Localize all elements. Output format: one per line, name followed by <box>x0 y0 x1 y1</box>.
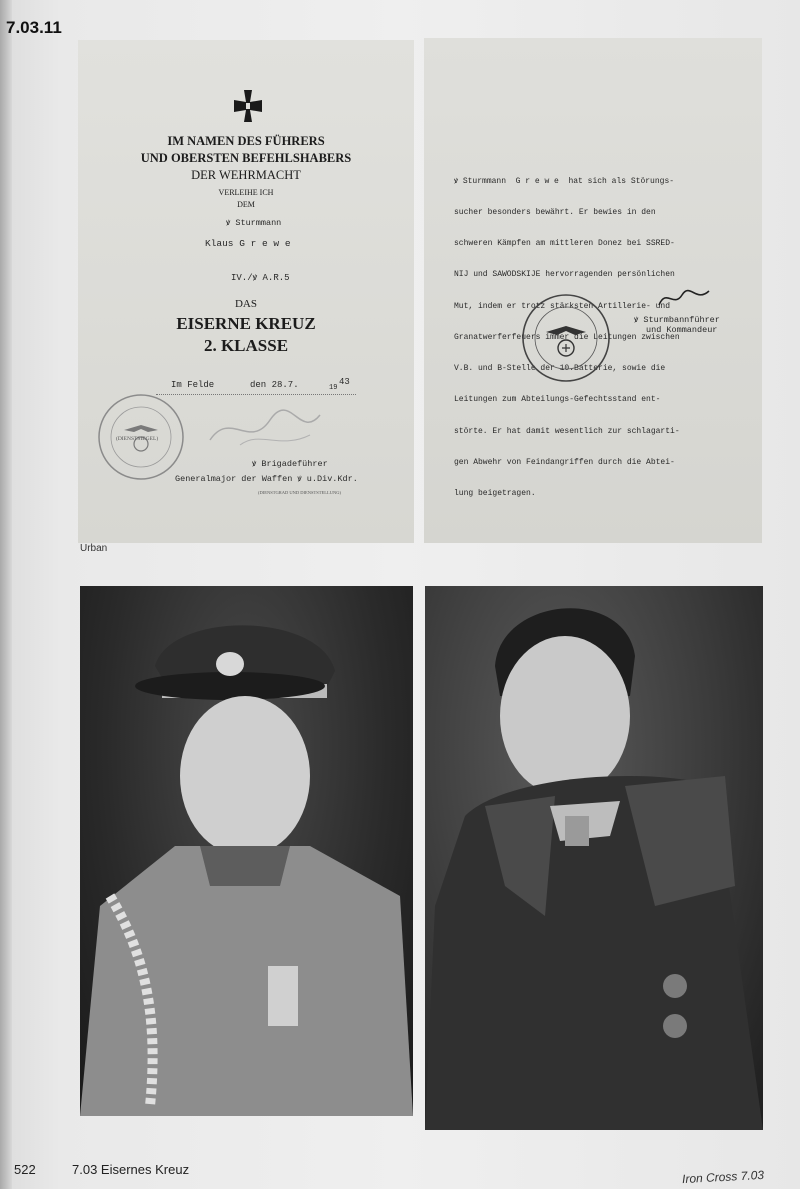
portrait-photo-dress-uniform <box>80 586 413 1116</box>
cert-recipient-name: Klaus G r e w e <box>205 238 291 249</box>
cert-year-prefix: 19 <box>329 384 338 392</box>
portrait-photo-leather-jacket <box>425 586 763 1130</box>
seal-caption: (DIENSTSIEGEL) <box>116 436 159 442</box>
citation-sign-rank: ꝟ Sturmbannführer <box>634 315 720 325</box>
portrait-figure-left <box>80 586 413 1116</box>
citation-line: V.B. und B-Stelle der 10.Batterie, sowie die <box>454 364 666 374</box>
citation-line: ꝟ Sturmmann G r e w e hat sich als Störungs- <box>454 176 675 186</box>
portrait-figure-right <box>425 586 763 1130</box>
citation-sign-title: und Kommandeur <box>646 325 718 335</box>
page-number: 522 <box>14 1162 36 1177</box>
photo-credit-caption: Urban <box>80 543 108 554</box>
cert-award-class: 2. KLASSE <box>203 336 289 355</box>
cert-das: DAS <box>234 298 257 310</box>
citation-line: NIJ und SAWODSKIJE hervorragenden persönlichen <box>454 270 675 280</box>
award-certificate <box>78 40 414 543</box>
cert-sign-caption: (DIENSTGRAD UND DIENSTSTELLUNG) <box>258 490 341 495</box>
waffen-ss-stamp <box>520 292 612 384</box>
cert-sign-rank: ꝟ Brigadeführer <box>252 459 328 469</box>
citation-line: gen Abwehr von Feindangriffen durch die Abtei- <box>454 457 675 467</box>
section-number: 7.03.11 <box>6 18 62 37</box>
signature-mark <box>200 400 330 460</box>
cert-verleihe: VERLEIHE ICH <box>218 188 274 197</box>
cert-date: den 28.7. <box>250 380 299 390</box>
cert-dem: DEM <box>237 200 255 209</box>
citation-line: lung beigetragen. <box>454 489 536 498</box>
cert-heading-line1: IM NAMEN DES FÜHRERS <box>167 134 325 148</box>
citation-line: schweren Kämpfen am mittleren Donez bei SSRED- <box>454 239 675 249</box>
citation-line: Mut, indem er trotz stärksten Artillerie- und <box>454 301 671 311</box>
cert-rank: ꝟ Sturmmann <box>226 218 282 228</box>
citation-line: störte. Er hat damit wesentlich zur schlagarti- <box>454 426 680 436</box>
cert-place: Im Felde <box>171 380 215 390</box>
citation-line: Leitungen zum Abteilungs-Gefechtsstand ent- <box>454 395 661 405</box>
footer-chapter-title: 7.03 Eisernes Kreuz <box>72 1162 190 1177</box>
cert-year: 43 <box>339 377 350 387</box>
cert-date-line <box>156 394 356 395</box>
cert-award-name: EISERNE KREUZ <box>176 314 316 333</box>
iron-cross-icon <box>230 88 266 124</box>
footer-running-title: Iron Cross 7.03 <box>681 1167 765 1187</box>
cert-unit: IV./ꝟ A.R.5 <box>231 273 290 283</box>
citation-line: sucher besonders bewährt. Er bewies in den <box>454 208 656 218</box>
citation-line: Granatwerferfeuers immer die Leitungen zwischen <box>454 332 680 342</box>
cert-sign-title: Generalmajor der Waffen ꝟ u.Div.Kdr. <box>175 474 358 484</box>
cert-heading-line2: UND OBERSTEN BEFEHLSHABERS <box>140 151 352 165</box>
commander-signature <box>654 283 714 313</box>
cert-heading-line3: DER WEHRMACHT <box>191 168 301 182</box>
citation-document <box>424 38 762 543</box>
book-spine-shadow <box>0 0 12 1189</box>
